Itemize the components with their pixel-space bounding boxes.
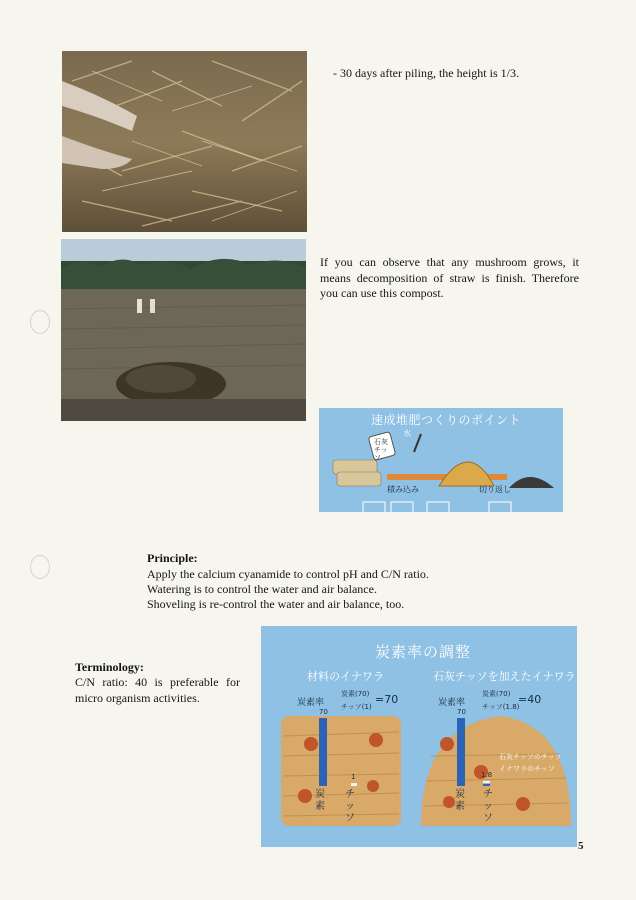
terminology-text: C/N ratio: 40 is preferable for micro organism activities. bbox=[75, 675, 240, 705]
right-numerator: 炭素(70) bbox=[482, 690, 511, 698]
slide1-step1: 積み込み bbox=[387, 485, 419, 494]
bar-left-nitrogen bbox=[351, 783, 357, 786]
caption-after-30-days: - 30 days after piling, the height is 1/3. bbox=[333, 66, 519, 80]
principle-line-3: Shoveling is re-control the water and air balance, too. bbox=[147, 597, 405, 611]
caption-mushroom: If you can observe that any mushroom grows, it means decomposition of straw is finish. Therefore you can use this compost. bbox=[320, 255, 579, 300]
left-nitrogen-axis: チッソ bbox=[345, 789, 355, 824]
slide1-bag-label: 石灰チッソ bbox=[374, 438, 388, 462]
right-legend-1: 石灰チッソのチッソ bbox=[499, 753, 562, 761]
left-carbon-value: 70 bbox=[319, 708, 328, 716]
photo-field-compost bbox=[61, 239, 306, 421]
right-carbon-axis: 炭素 bbox=[455, 789, 465, 812]
slide1-title: 速成堆肥つくりのポイント bbox=[371, 413, 522, 427]
binder-hole-top bbox=[30, 310, 50, 334]
principle-heading: Principle: bbox=[147, 551, 198, 565]
right-nitrogen-value: 1.8 bbox=[481, 770, 493, 779]
slide-compost-points bbox=[319, 408, 563, 512]
right-denominator: チッソ(1.8) bbox=[482, 703, 520, 711]
right-result: =40 bbox=[518, 693, 542, 706]
right-carbon-value: 70 bbox=[457, 708, 466, 716]
right-nitrogen-axis: チッソ bbox=[483, 789, 493, 824]
bar-right-nitrogen-added bbox=[483, 784, 490, 786]
left-nitrogen-value: 1 bbox=[351, 773, 356, 782]
left-denominator: チッソ(1) bbox=[341, 703, 372, 711]
slide2-title: 炭素率の調整 bbox=[375, 643, 472, 661]
left-carbon-axis: 炭素 bbox=[315, 789, 325, 812]
binder-hole-bottom bbox=[30, 555, 50, 579]
right-ratio-label: 炭素率 bbox=[438, 698, 466, 708]
right-heading: 石灰チッソを加えたイナワラ bbox=[433, 670, 576, 683]
slide1-step2: 切り返し bbox=[479, 485, 511, 494]
left-numerator: 炭素(70) bbox=[341, 690, 370, 698]
bar-right-carbon bbox=[457, 718, 465, 786]
principle-line-1: Apply the calcium cyanamide to control pH and C/N ratio. bbox=[147, 567, 429, 581]
page-number: 5 bbox=[578, 840, 584, 852]
slide-cn-ratio bbox=[261, 626, 577, 847]
left-ratio-label: 炭素率 bbox=[297, 698, 325, 708]
left-straw-pile bbox=[281, 716, 401, 826]
left-heading: 材料のイナワラ bbox=[307, 670, 384, 683]
principle-line-2: Watering is to control the water and air balance. bbox=[147, 582, 377, 596]
bar-left-carbon bbox=[319, 718, 327, 786]
photo-straw-closeup bbox=[62, 51, 307, 232]
cn-ratio-illustration bbox=[261, 626, 577, 847]
right-legend-2: イナワラのチッソ bbox=[499, 765, 555, 773]
terminology-heading: Terminology: bbox=[75, 660, 144, 674]
slide1-water-label: 水 bbox=[403, 429, 411, 438]
left-result: =70 bbox=[375, 693, 399, 706]
